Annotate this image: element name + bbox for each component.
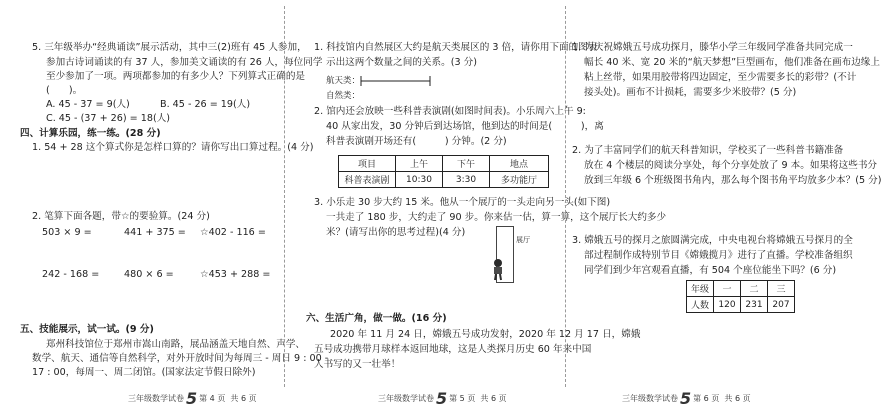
footer-total: 共 6 页 bbox=[230, 394, 257, 403]
footer-number: 5 bbox=[680, 389, 692, 408]
left-page bbox=[0, 0, 329, 415]
m-q2-line1: 2. 馆内还会放映一些科普表演剧(如图时间表)。小乐周六上午 9: bbox=[314, 106, 586, 117]
calc-item: 242 - 168 = bbox=[42, 269, 100, 280]
sec6-line3: 人书写的又一壮举！ bbox=[314, 359, 401, 370]
grade-header-cell: 二 bbox=[741, 281, 768, 297]
sec6-line1: 2020 年 11 月 24 日，嫦娥五号成功发射，2020 年 12 月 17 日，嫦娥 bbox=[330, 329, 641, 340]
section-4-title: 四、计算乐园，练一练。(28 分) bbox=[20, 128, 161, 139]
q4-2-text: 2. 笔算下面各题，带☆的要验算。(24 分) bbox=[32, 211, 210, 222]
r-q1-line4: 接头处)。画布不计损耗，需要多少米胶带？(5 分) bbox=[584, 87, 797, 98]
m-q3-line1: 3. 小乐走 30 步大约 15 米。他从一个展厅的一头走向另一头(如下图) bbox=[314, 197, 611, 208]
schedule-cell: 10:30 bbox=[396, 172, 443, 188]
r-q1-line3: 粘上丝带，如果用胶带将四边固定，至少需要多长的彩带？(不计 bbox=[584, 72, 857, 83]
footer-number: 5 bbox=[436, 389, 448, 408]
m-q1-line2: 示出这两个数量之间的关系。(3 分) bbox=[326, 57, 477, 68]
calc-item: 503 × 9 = bbox=[42, 227, 92, 238]
label-space: 航天类： bbox=[326, 76, 361, 86]
q5-option-a: A. 45 - 37 = 9(人) bbox=[46, 99, 130, 110]
r-q1-line1: 1. 为庆祝嫦娥五号成功探月，滕华小学三年级同学准备共同完成一 bbox=[572, 42, 853, 53]
footer-total: 共 6 页 bbox=[480, 394, 507, 403]
q4-1-text: 1. 54 + 28 这个算式你是怎样口算的？请你写出口算过程。(4 分) bbox=[32, 142, 314, 153]
footer-page: 第 4 页 bbox=[199, 394, 226, 403]
schedule-header-cell: 上午 bbox=[396, 156, 443, 172]
schedule-row bbox=[339, 172, 549, 188]
section-5-line1: 郑州科技馆位于郑州市嵩山南路，展品涵盖天地自然、声学、 bbox=[46, 339, 306, 350]
q5-line1: 5. 三年级举办“经典诵读”展示活动，其中三(2)班有 45 人参加， bbox=[32, 42, 307, 53]
section-5-line2: 数学、航天、通信等自然科学，对外开放时间为每周三 - 周日 9 : 00 - bbox=[32, 353, 329, 364]
footer-page: 第 6 页 bbox=[693, 394, 720, 403]
calc-item: ☆402 - 116 = bbox=[200, 227, 266, 238]
schedule-table bbox=[338, 155, 549, 188]
r-q3-line1: 3. 嫦娥五号的探月之旅圆满完成，中央电视台将嫦娥五号探月的全 bbox=[572, 235, 853, 246]
grade-header-cell: 三 bbox=[768, 281, 795, 297]
q5-line3: 至少参加了一项。两项都参加的有多少人？下列算式正确的是 bbox=[46, 71, 306, 82]
r-q1-line2: 幅长 40 米、宽 20 米的“航天梦想”巨型画布，他们准备在画布边缘上 bbox=[584, 57, 880, 68]
m-q3-line3: 米？(请写出你的思考过程)(4 分) bbox=[326, 227, 466, 238]
q5-line2: 参加古诗词诵读的有 37 人，参加美文诵读的有 26 人，每位同学 bbox=[46, 57, 323, 68]
grade-header-row bbox=[687, 281, 795, 297]
m-q2-line2: 40 从家出发，30 分钟后到达场馆，他到达的时间是( )，离 bbox=[326, 121, 604, 132]
grade-header-cell: 一 bbox=[714, 281, 741, 297]
schedule-cell: 多功能厅 bbox=[490, 172, 549, 188]
footer-total: 共 6 页 bbox=[724, 394, 751, 403]
footer-prefix: 三年级数学试卷 bbox=[622, 394, 678, 403]
grade-table bbox=[686, 280, 795, 313]
q5-option-b: B. 45 - 26 = 19(人) bbox=[160, 99, 251, 110]
r-q3-line2: 部过程制作成特别节目《嫦娥揽月》进行了直播。学校准备组织 bbox=[584, 250, 853, 261]
calc-item: 441 + 375 = bbox=[124, 227, 186, 238]
q5-option-c: C. 45 - (37 + 26) = 18(人) bbox=[46, 113, 171, 124]
section-5-line3: 17 : 00，每周一、周二闭馆。(国家法定节假日除外) bbox=[32, 367, 256, 378]
footer-prefix: 三年级数学试卷 bbox=[128, 394, 184, 403]
schedule-header-cell: 项目 bbox=[339, 156, 396, 172]
grade-cell: 人数 bbox=[687, 297, 714, 313]
schedule-header-cell: 下午 bbox=[443, 156, 490, 172]
grade-cell: 231 bbox=[741, 297, 768, 313]
schedule-cell: 3:30 bbox=[443, 172, 490, 188]
section-5-title: 五、技能展示，试一试。(9 分) bbox=[20, 324, 154, 335]
space-bar-diagram bbox=[360, 74, 434, 88]
r-q3-line3: 同学们到少年宫观看直播，有 504 个座位能坐下吗？(6 分) bbox=[584, 265, 837, 276]
schedule-cell: 科普表演剧 bbox=[339, 172, 396, 188]
footer-prefix: 三年级数学试卷 bbox=[378, 394, 434, 403]
m-q2-line3: 科普表演剧开场还有( ) 分钟。(2 分) bbox=[326, 136, 507, 147]
schedule-header-row bbox=[339, 156, 549, 172]
q5-paren: ( )。 bbox=[46, 85, 83, 96]
grade-row bbox=[687, 297, 795, 313]
schedule-header-cell: 地点 bbox=[490, 156, 549, 172]
right-page bbox=[566, 0, 881, 415]
page-divider bbox=[284, 6, 285, 387]
footer-page: 第 5 页 bbox=[449, 394, 476, 403]
middle-page bbox=[286, 0, 667, 415]
hall-label: 展厅 bbox=[516, 236, 530, 244]
label-nature: 自然类： bbox=[326, 91, 361, 101]
section-6-title: 六、生活广角，做一做。(16 分) bbox=[306, 313, 447, 324]
m-q3-line2: 一共走了 180 步，大约走了 90 步。你来估一估，算一算，这个展厅长大约多少 bbox=[326, 212, 667, 223]
r-q2-line3: 放到三年级 6 个班级图书角内，那么每个图书角平均放多少本？(5 分) bbox=[584, 175, 881, 186]
m-q1-line1: 1. 科技馆内自然展区大约是航天类展区的 3 倍，请你用下面的图表 bbox=[314, 42, 598, 53]
grade-header-cell: 年级 bbox=[687, 281, 714, 297]
page-footer bbox=[128, 389, 257, 408]
calc-item: 480 × 6 = bbox=[124, 269, 174, 280]
r-q2-line1: 2. 为了丰富同学们的航天科普知识，学校买了一些科普书籍准备 bbox=[572, 145, 844, 156]
page-footer bbox=[378, 389, 507, 408]
page-footer bbox=[622, 389, 751, 408]
walking-boy-icon bbox=[490, 258, 506, 280]
grade-cell: 120 bbox=[714, 297, 741, 313]
calc-item: ☆453 + 288 = bbox=[200, 269, 271, 280]
footer-number: 5 bbox=[186, 389, 198, 408]
sec6-line2: 五号成功携带月球样本返回地球，这是人类探月历史 60 年来中国 bbox=[314, 344, 592, 355]
grade-cell: 207 bbox=[768, 297, 795, 313]
r-q2-line2: 放在 4 个楼层的阅读分享处，每个分享处放了 9 本。如果将这些书分 bbox=[584, 160, 878, 171]
